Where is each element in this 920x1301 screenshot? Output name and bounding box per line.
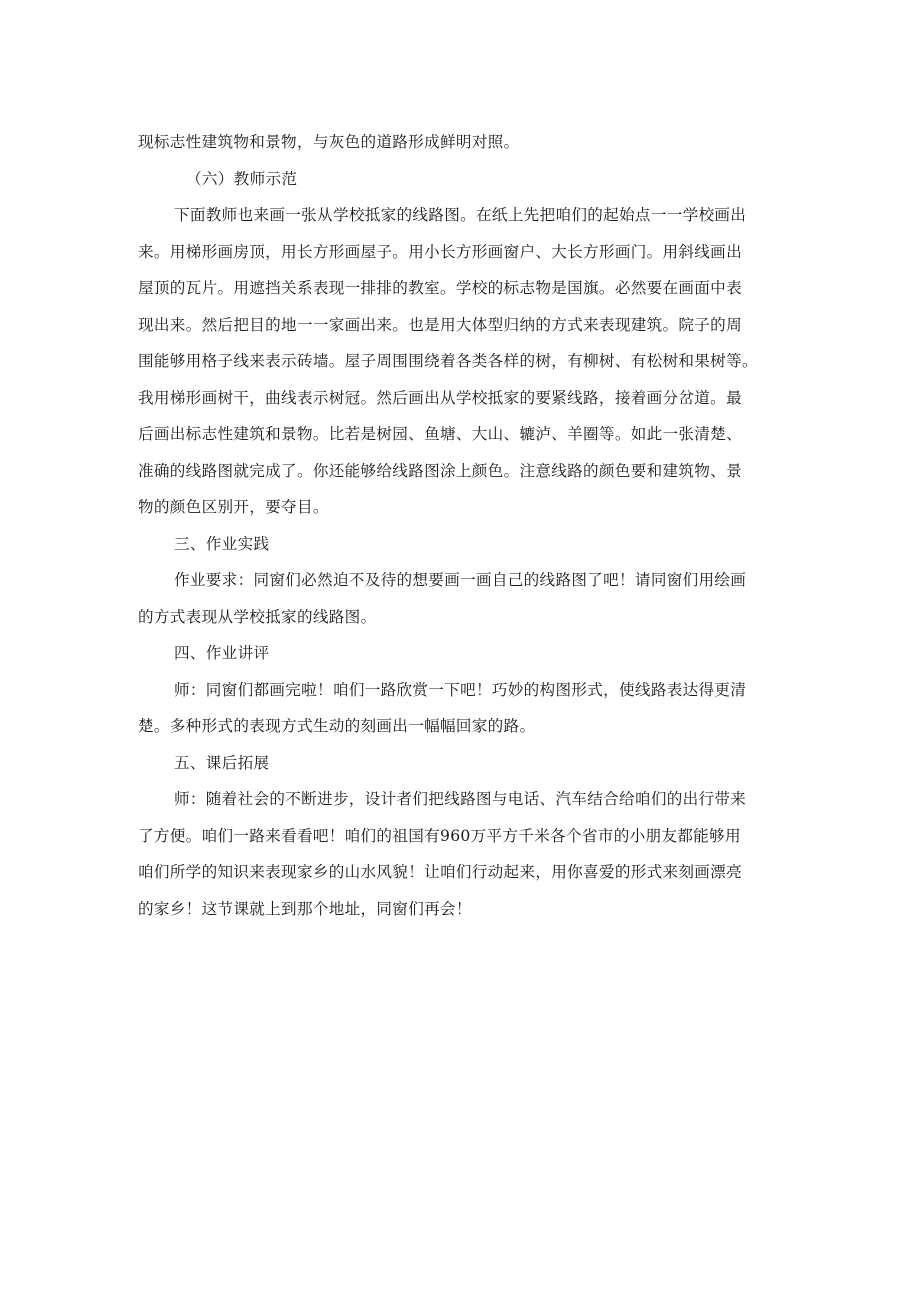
text-line: 的方式表现从学校抵家的线路图。 [138, 607, 377, 626]
section-heading: （六）教师示范 [186, 169, 298, 188]
text-line: 楚。多种形式的表现方式生动的刻画出一幅幅回家的路。 [138, 717, 536, 735]
text-line: 了方便。咱们一路来看看吧！咱们的祖国有960万平方千米各个省市的小朋友都能够用 [138, 826, 741, 845]
text-line: 下面教师也来画一张从学校抵家的线路图。在纸上先把咱们的起始点一一学校画出 [174, 206, 747, 224]
text-line: 后画出标志性建筑和景物。比若是树园、鱼塘、大山、辘泸、羊圈等。如此一张清楚、 [138, 425, 742, 443]
text-line: 我用梯形画树干，曲线表示树冠。然后画出从学校抵家的要紧线路，接着画分岔道。最 [138, 388, 742, 407]
section-heading: 四、作业讲评 [174, 644, 270, 662]
document-body [138, 124, 790, 927]
text-line: 屋顶的瓦片。用遮挡关系表现一排排的教室。学校的标志物是国旗。必然要在画面中表 [138, 279, 742, 297]
text-line: 准确的线路图就完成了。你还能够给线路图涂上颜色。注意线路的颜色要和建筑物、景 [138, 461, 742, 480]
text-line: 来。用梯形画房顶，用长方形画屋子。用小长方形画窗户、大长方形画门。用斜线画出 [138, 242, 742, 261]
text-line: 物的颜色区别开，要夺目。 [138, 498, 329, 516]
text-line: 现出来。然后把目的地一一家画出来。也是用大体型归纳的方式来表现建筑。院子的周 [138, 315, 742, 334]
text-line: 师：同窗们都画完啦！咱们一路欣赏一下吧！巧妙的构图形式，使线路表达得更清 [174, 680, 747, 699]
text-line: 作业要求：同窗们必然迫不及待的想要画一画自己的线路图了吧！请同窗们用绘画 [174, 571, 747, 589]
text-line: 的家乡！这节课就上到那个地址，同窗们再会！ [138, 899, 472, 918]
section-heading: 三、作业实践 [174, 534, 270, 553]
text-line: 师：随着社会的不断进步，设计者们把线路图与电话、汽车结合给咱们的出行带来 [174, 790, 747, 808]
text-line: 围能够用格子线来表示砖墙。屋子周围围绕着各类各样的树，有柳树、有松树和果树等。 [138, 352, 758, 370]
section-heading: 五、课后拓展 [174, 753, 270, 772]
text-line: 咱们所学的知识来表现家乡的山水风貌！让咱们行动起来，用你喜爱的形式来刻画漂亮 [138, 863, 742, 881]
text-line: 现标志性建筑物和景物，与灰色的道路形成鲜明对照。 [138, 133, 520, 151]
